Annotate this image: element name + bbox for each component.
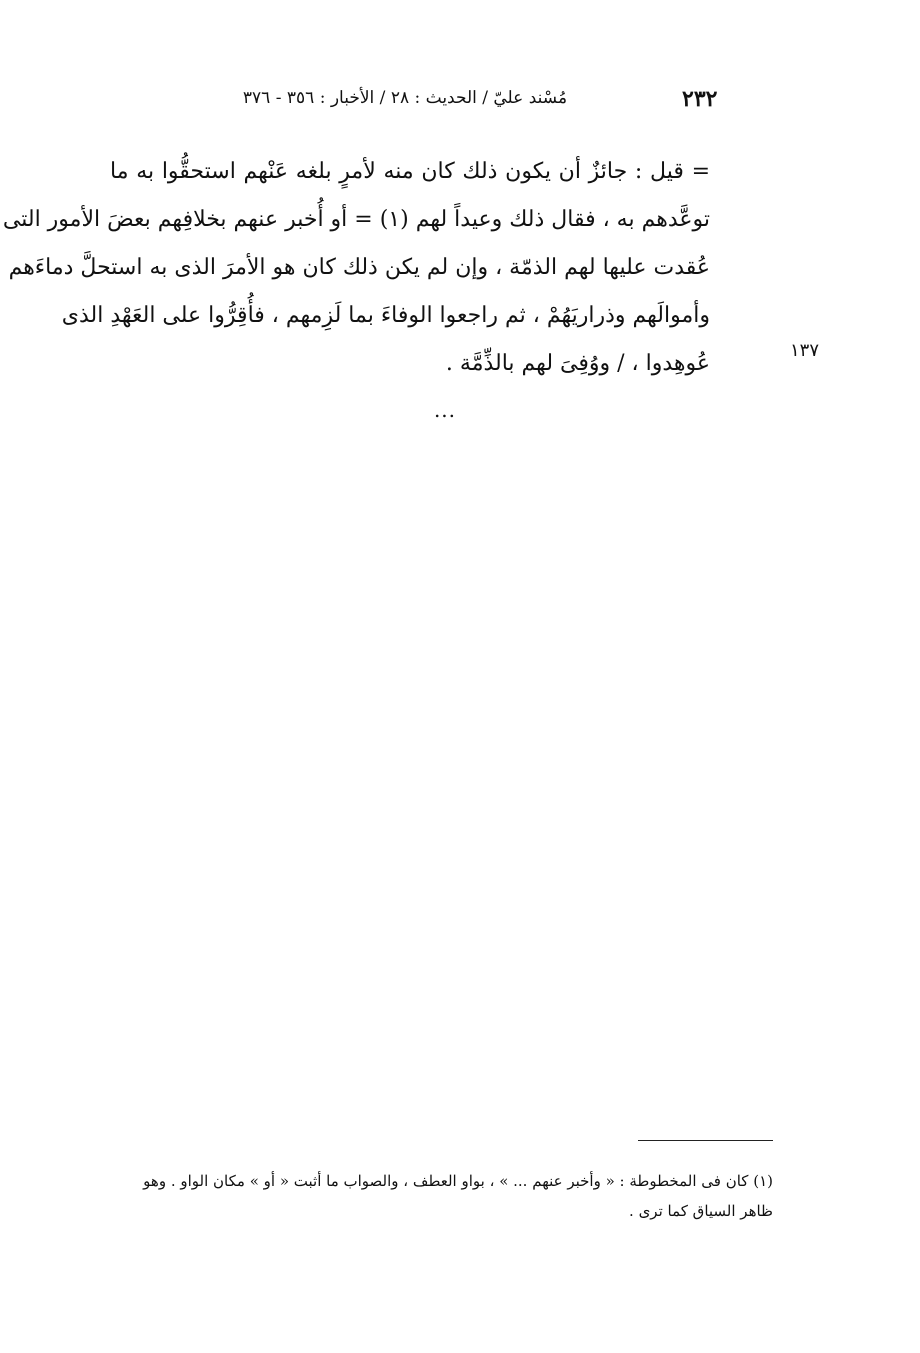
footnote-line: ظاهر السياق كما ترى . xyxy=(629,1202,773,1220)
text-line: توعَّدهم به ، فقال ذلك وعيداً لهم (١) = أو أُخبر عنهم بخلافِهم بعضَ الأمور التى xyxy=(2,207,710,232)
page-header xyxy=(0,78,920,118)
main-text xyxy=(2,148,710,388)
running-head: مُسْند عليّ / الحديث : ٢٨ / الأخبار : ٣٥٦ - ٣٧٦ xyxy=(242,88,568,108)
text-line: وأموالَهم وذراريَهُمْ ، ثم راجعوا الوفاءَ بما لَزِمهم ، فأُقِرُّوا على العَهْدِ الذى xyxy=(61,303,710,328)
text-line: = قيل : جائزٌ أن يكون ذلك كان منه لأمرٍ بلغه عَنْهم استحقُّوا به ما xyxy=(110,159,710,184)
footnote-divider xyxy=(638,1140,773,1141)
footnote-line: (١) كان فى المخطوطة : « وأخبر عنهم ... » ، بواو العطف ، والصواب ما أثبت « أو » مكان الواو . وهو xyxy=(143,1172,773,1190)
page-number: ٢٣٢ xyxy=(682,86,718,112)
footnotes xyxy=(118,1166,773,1226)
text-line: عُوهِدوا ، / ووُفِىَ لهم بالذِّمَّة . xyxy=(445,351,710,376)
text-line: عُقدت عليها لهم الذمّة ، وإن لم يكن ذلك كان هو الأمرَ الذى به استحلَّ دماءَهم xyxy=(8,255,710,280)
margin-page-number: ١٣٧ xyxy=(790,340,820,361)
section-separator: ... xyxy=(433,398,457,422)
